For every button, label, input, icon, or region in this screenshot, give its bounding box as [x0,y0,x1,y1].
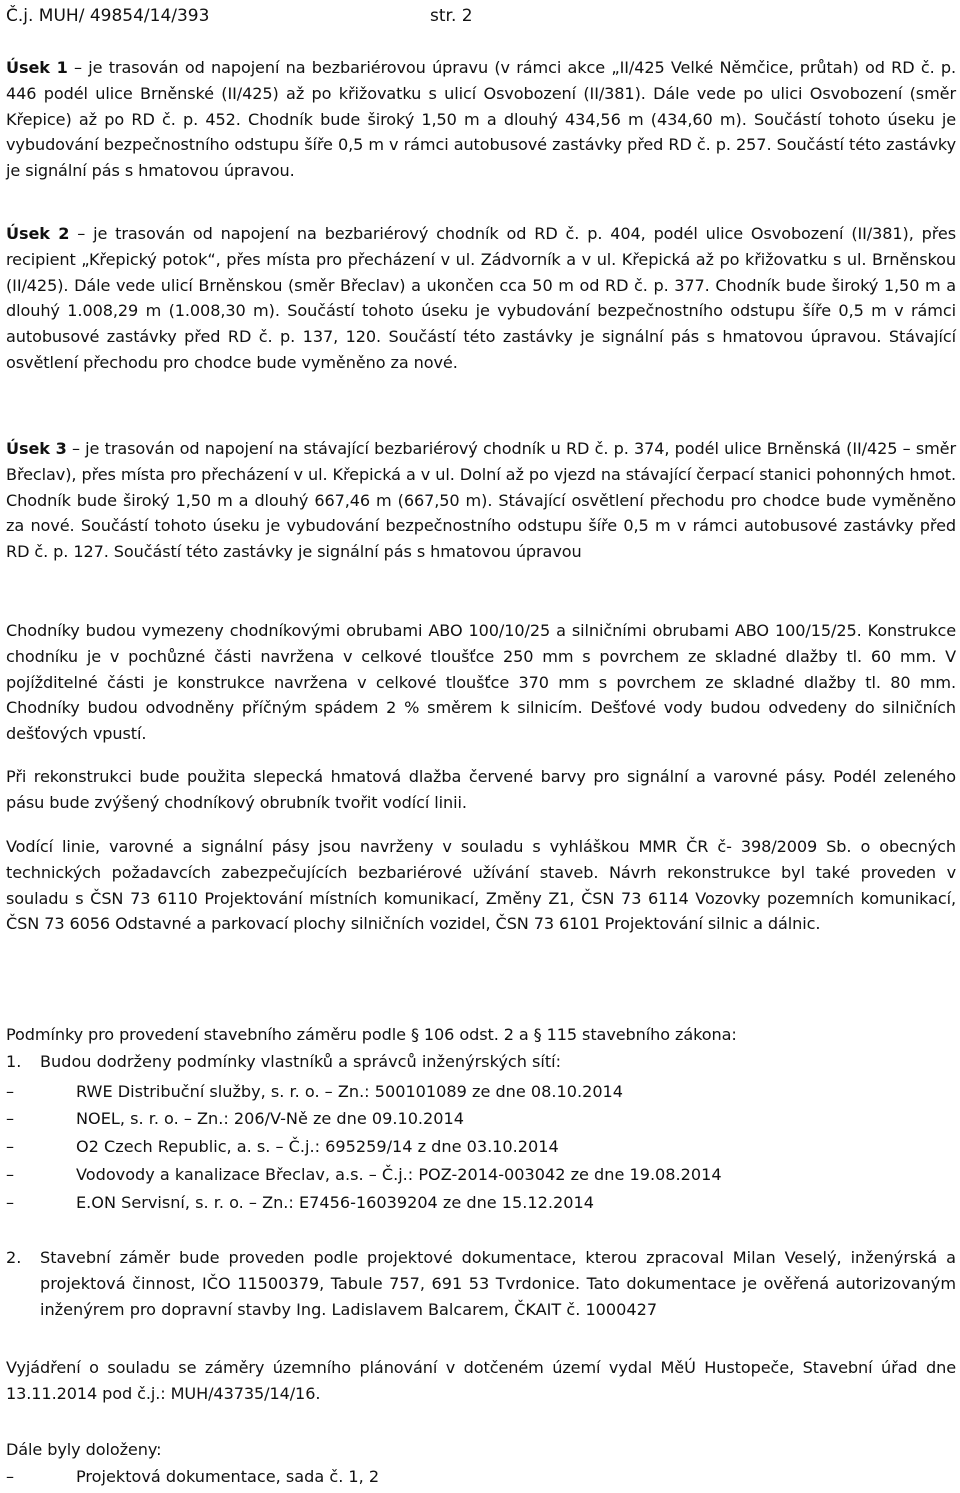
conditions-heading: Podmínky pro provedení stavebního záměru podle § 106 odst. 2 a § 115 stavebního zákona: [6,1025,737,1044]
paragraph-statement: Vyjádření o souladu se záměry územního plánování v dotčeném území vydal MěÚ Hustopeče, Stavební úřad dne 13.11.2014 pod č.j.: MUH/43735/14/16. [6,1358,956,1403]
page-number: str. 2 [430,6,473,26]
documents-heading: Dále byly doloženy: [6,1440,162,1459]
dash-bullet: – [6,1165,15,1184]
condition-number: 1. [6,1052,22,1071]
section-text: – je trasován od napojení na bezbariérovou úpravu (v rámci akce „II/425 Velké Němčice, průtah) od RD č. p. 446 podél ulice Brněnské (II/425) až po křižovatku s ulicí Osvobození (II/381). Dále vede po ulici Osvobození (směr Křepice) až po RD č. p. 452. Chodník bude široký 1,50 m a dlouhý 434,56 m (434,60 m). Součástí tohoto úseku je vybudování bezpečnostního odstupu šíře 0,5 m v rámci autobusové zastávky před RD č. p. 257. Součástí této zastávky je signální pás s hmatovou úpravou. [6,58,957,181]
document-reference: Č.j. MUH/ 49854/14/393 [6,6,210,26]
section-text: – je trasován od napojení na stávající bezbariérový chodník u RD č. p. 374, podél ulice Brněnská (II/425 – směr Břeclav), přes místa pro přecházení v ul. Křepická a v ul. Dolní až po vjezd na stávající čerpací stanici pohonných hmot. Chodník bude široký 1,50 m a dlouhý 667,46 m (667,50 m). Stávající osvětlení přechodu pro chodce bude vyměněno za nové. Součástí tohoto úseku je vybudování bezpečnostního odstupu šíře 0,5 m v rámci autobusové zastávky před RD č. p. 127. Součástí této zastávky je signální pás s hmatovou úpravou [6,439,957,562]
list-item-text: Vodovody a kanalizace Břeclav, a.s. – Č.j.: POZ-2014-003042 ze dne 19.08.2014 [76,1165,722,1184]
condition-number: 2. [6,1248,22,1267]
section-3 [6,436,956,565]
dash-bullet: – [6,1193,15,1212]
dash-bullet: – [6,1467,15,1486]
paragraph-reconstruction: Při rekonstrukci bude použita slepecká hmatová dlažba červené barvy pro signální a varovné pásy. Podél zeleného pásu bude zvýšený chodníkový obrubník tvořit vodící linii. [6,767,956,812]
dash-bullet: – [6,1137,15,1156]
list-item-text: O2 Czech Republic, a. s. – Č.j.: 695259/14 z dne 03.10.2014 [76,1137,559,1156]
list-item-text: E.ON Servisní, s. r. o. – Zn.: E7456-16039204 ze dne 15.12.2014 [76,1193,594,1212]
paragraph-guidance-lines: Vodící linie, varovné a signální pásy jsou navrženy v souladu s vyhláškou MMR ČR č- 398/2009 Sb. o obecných technických požadavcích zabezpečujících bezbariérové užívání staveb. Návrh rekonstrukce byl také proveden v souladu s ČSN 73 6110 Projektování místních komunikací, Změny Z1, ČSN 73 6114 Vozovky pozemních komunikací, ČSN 73 6056 Odstavné a parkovací plochy silničních vozidel, ČSN 73 6101 Projektování silnic a dálnic. [6,837,956,934]
dash-bullet: – [6,1082,15,1101]
section-1 [6,55,956,184]
paragraph-sidewalks: Chodníky budou vymezeny chodníkovými obrubami ABO 100/10/25 a silničními obrubami ABO 100/15/25. Konstrukce chodníku je v pochůzné části navržena v celkové tloušťce 250 mm s povrchem ze skladné dlažby tl. 60 mm. V pojížditelné části je konstrukce navržena v celkové tloušťce 370 mm s povrchem ze skladné dlažby tl. 80 mm. Chodníky budou odvodněny příčným spádem 2 % směrem k silnicím. Dešťové vody budou odvedeny do silničních dešťových vpustí. [6,621,956,744]
list-item-text: RWE Distribuční služby, s. r. o. – Zn.: 500101089 ze dne 08.10.2014 [76,1082,624,1101]
condition-text: Stavební záměr bude proveden podle projektové dokumentace, kterou zpracoval Milan Veselý, inženýrská a projektová činnost, IČO 11500379, Tabule 757, 691 53 Tvrdonice. Tato dokumentace je ověřená autorizovaným inženýrem pro dopravní stavby Ing. Ladislavem Balcarem, ČKAIT č. 1000427 [40,1248,956,1319]
section-label: Úsek 3 [6,439,67,458]
dash-bullet: – [6,1109,15,1128]
condition-text: Budou dodrženy podmínky vlastníků a správců inženýrských sítí: [40,1052,562,1071]
section-label: Úsek 1 [6,58,68,77]
list-item-text: NOEL, s. r. o. – Zn.: 206/V-Ně ze dne 09.10.2014 [76,1109,465,1128]
section-2 [6,221,956,376]
section-label: Úsek 2 [6,224,70,243]
list-item-text: Projektová dokumentace, sada č. 1, 2 [76,1467,380,1486]
section-text: – je trasován od napojení na bezbariérový chodník od RD č. p. 404, podél ulice Osvobození (II/381), přes recipient „Křepický potok“, přes místa pro přecházení v ul. Zádvorník a v ul. Křepická až po křižovatku s ul. Brněnskou (II/425). Dále vede ulicí Brněnskou (směr Břeclav) a ukončen cca 50 m od RD č. p. 377. Chodník bude široký 1,50 m a dlouhý 1.008,29 m (1.008,30 m). Součástí tohoto úseku je vybudování bezpečnostního odstupu šíře 0,5 m v rámci autobusové zastávky před RD č. p. 137, 120. Součástí této zastávky je signální pás s hmatovou úpravou. Stávající osvětlení přechodu pro chodce bude vyměněno za nové. [6,224,956,372]
